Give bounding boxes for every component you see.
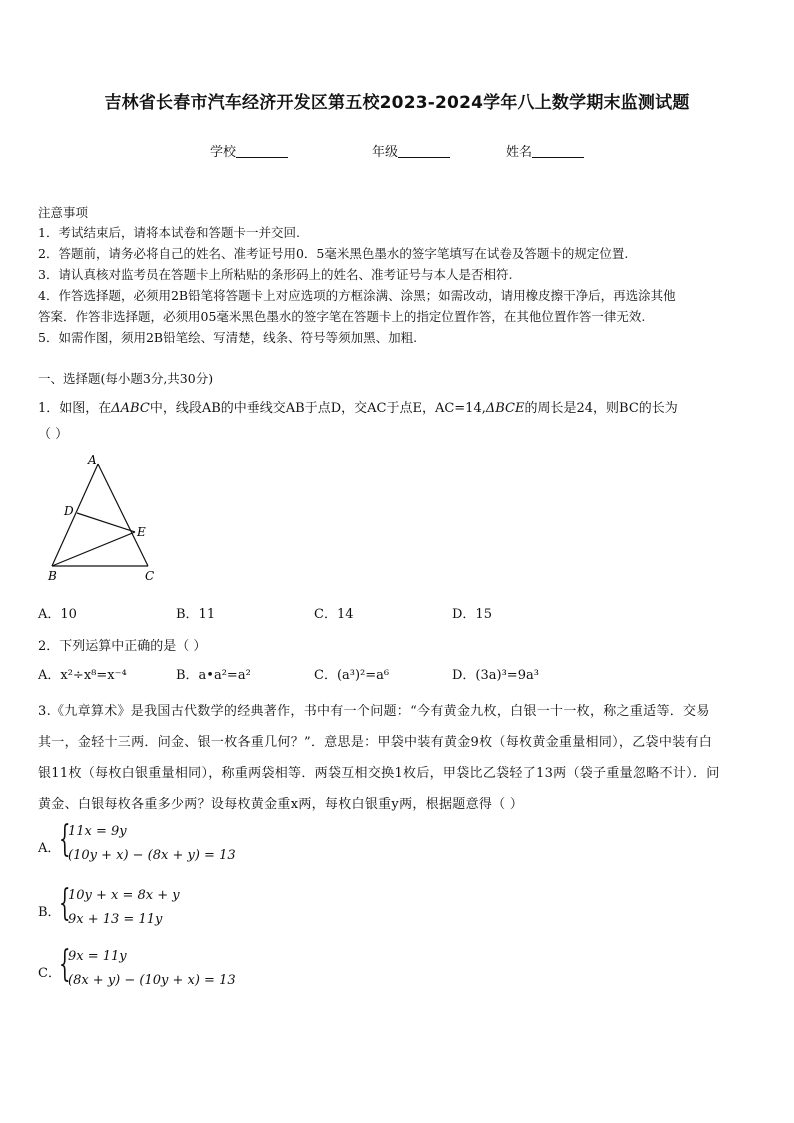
question-2: 2．下列运算中正确的是（ ） <box>38 639 207 654</box>
school-blank <box>236 144 288 158</box>
notice-title: 注意事项 <box>38 205 89 220</box>
name-field: 姓名 <box>506 141 584 160</box>
q2-option-a: A．x²÷x⁸=x⁻⁴ <box>38 668 127 683</box>
grade-blank <box>398 144 450 158</box>
question-3: 3.《九章算术》是我国古代数学的经典著作，书中有一个问题：“今有黄金九枚，白银一十一枚，称之重适等．交易 其一，金轻十三两．问金、银一枚各重几何？”．意思是：甲袋中装有黄金9枚（每枚黄金重量相同），乙袋中装有白 银11枚（每枚白银重量相同），称重两袋相等．两袋互相交换1枚后，甲袋比乙袋轻了13两（袋子重量忽略不计）．问 黄金、白银每枚各重多少两？设每枚黄金重x两，每枚白银重y两，根据题意得（ ） <box>38 704 720 812</box>
q2-option-c: C．(a³)²=a⁶ <box>314 668 390 683</box>
q2-option-d: D．(3a)³=9a³ <box>452 668 539 683</box>
section-heading: 一、选择题(每小题3分,共30分) <box>38 371 214 386</box>
grade-field: 年级 <box>372 141 450 160</box>
name-blank <box>532 144 584 158</box>
segment-ac <box>98 464 148 566</box>
label-e: E <box>137 525 146 539</box>
label-b: B <box>48 569 57 583</box>
brace-icon: { <box>59 944 71 985</box>
q1-option-b: B．11 <box>176 607 216 622</box>
notice-item: 答案．作答非选择题，必须用05毫米黑色墨水的签字笔在答题卡上的指定位置作答，在其他位置作答一律无效. <box>38 309 646 324</box>
q1-option-c: C．14 <box>314 607 354 622</box>
brace-icon: { <box>59 883 71 924</box>
notice-item: 3．请认真核对监考员在答题卡上所粘贴的条形码上的姓名、准考证号与本人是否相符. <box>38 267 513 282</box>
segment-ab <box>52 464 98 566</box>
answer-paren: （ ） <box>38 427 69 442</box>
label-c: C <box>145 569 155 583</box>
q1-option-a: A．10 <box>38 607 77 622</box>
exam-title: 吉林省长春市汽车经济开发区第五校2023-2024学年八上数学期末监测试题 <box>104 93 690 113</box>
notice-item: 4．作答选择题，必须用2B铅笔将答题卡上对应选项的方框涂满、涂黑；如需改动，请用橡皮擦干净后，再选涂其他 <box>38 288 676 303</box>
school-field: 学校 <box>210 141 288 160</box>
label-a: A <box>88 453 97 467</box>
label-d: D <box>64 504 74 518</box>
q1-option-d: D．15 <box>452 607 492 622</box>
triangle-figure <box>40 452 170 584</box>
notice-item: 5．如需作图，须用2B铅笔绘、写清楚，线条、符号等须加黑、加粗. <box>38 330 418 345</box>
q2-option-b: B．a•a²=a² <box>176 668 251 683</box>
exam-page: 吉林省长春市汽车经济开发区第五校2023-2024学年八上数学期末监测试题 学校 年级 姓名 注意事项 1．考试结束后，请将本试卷和答题卡一并交回. 2．答题前，请务必将自己的姓名、准考证号用0．5毫米黑色墨水的签字笔填写在试卷及答题卡的规定位置. 3．请认真核对监考员在答题卡上所粘贴的条形码上的姓名、准考证号与本人是否相符. 4．作答选择题，必须用2B铅笔将答题卡上对应选项的方框涂满、涂黑；如需改动，请用橡皮擦干净后，再选涂其他 答案．作答非选择题，必须用05毫米黑色墨水的签字笔在答题卡上的指定位置作答，在其他位置作答一律无效. 5．如需作图，须用2B铅笔绘、写清楚，线条、符号等须加黑、加粗. 一、选择题(每小题3分,共30分) 1．如图，在ΔABC中，线段AB的中垂线交AB于点D，交AC于点E，AC=14,ΔBCE的周长是24，则BC的长为 （ ） A D E B C A．10 B．11 C．14 D．15 2．下列运算中正确的是（ ） A．x²÷x⁸=x⁻⁴ B．a•a²=a² C．(a³)²=a⁶ D．(3a)³=9a³ 3.《九章算术》是我国古代数学的经典著作，书中有一个问题：“今有黄金九枚，白银一十一枚，称之重适等．交易 其一，金轻十三两．问金、银一枚各重几何？”．意思是：甲袋中装有黄金9枚（每枚黄金重量相同），乙袋中装有白 银11枚（每枚白银重量相同），称重两袋相等．两袋互相交换1枚后，甲袋比乙袋轻了13两（袋子重量忽略不计）．问 黄金、白银每枚各重多少两？设每枚黄金重x两，每枚白银重y两，根据题意得（ ） A． { 11x = 9y (10y + x) − (8x + y) = 13 B． { 10y + x = 8x + y 9x + 13 = 11y C． { 9x = 11y (8x + y) − (10y + x) = 13 <box>0 0 794 1123</box>
brace-icon: { <box>59 819 71 860</box>
question-1: 1．如图，在ΔABC中，线段AB的中垂线交AB于点D，交AC于点E，AC=14,ΔBCE的周长是24，则BC的长为 （ ） <box>38 401 678 442</box>
notice-item: 2．答题前，请务必将自己的姓名、准考证号用0．5毫米黑色墨水的签字笔填写在试卷及答题卡的规定位置. <box>38 246 629 261</box>
notice-item: 1．考试结束后，请将本试卷和答题卡一并交回. <box>38 225 300 240</box>
